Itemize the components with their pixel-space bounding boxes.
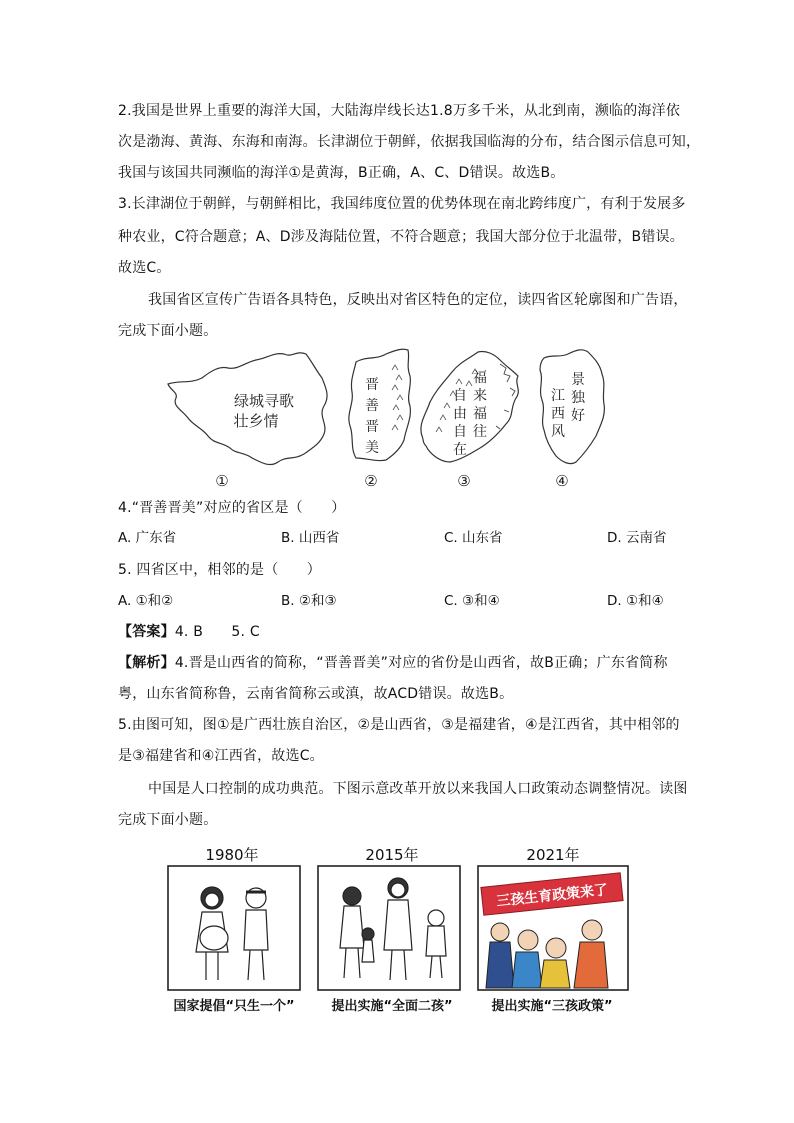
q4-option-c: C. 山东省	[444, 530, 503, 546]
intro1-line-2: 完成下面小题。	[118, 323, 218, 339]
map-shanxi-outline	[349, 349, 411, 460]
map2-slogan-char-2: 善	[365, 398, 379, 414]
map3-slogan-col2-char-1: 自	[453, 388, 467, 404]
policy-panel-1	[168, 866, 300, 990]
province-maps-figure	[160, 344, 630, 494]
map4-slogan-col2-char-1: 江	[551, 388, 565, 404]
policy-year-2021: 2021年	[526, 846, 580, 864]
q5-option-c: C. ③和④	[444, 593, 500, 609]
q3-line-1: 3.长津湖位于朝鲜，与朝鲜相比，我国纬度位置的优势体现在南北跨纬度广，有利于发展多	[118, 196, 686, 212]
map4-slogan-col1-char-1: 景	[571, 372, 585, 388]
analysis-line-1	[118, 653, 668, 673]
map2-slogan-char-3: 晋	[365, 419, 379, 435]
analysis-tag: 【解析】	[118, 655, 175, 671]
map3-slogan-col1-char-4: 往	[473, 424, 487, 440]
answer-line	[118, 622, 260, 642]
map2-slogan-char-1: 晋	[365, 377, 379, 393]
map-fujian-outline	[421, 351, 518, 462]
map-label-1: ①	[215, 472, 229, 490]
intro2-line-1: 中国是人口控制的成功典范。下图示意改革开放以来我国人口政策动态调整情况。读图	[148, 781, 688, 797]
q4-option-d: D. 云南省	[607, 530, 667, 546]
policy-caption-1: 国家提倡“只生一个”	[173, 999, 295, 1014]
q5-option-d: D. ①和④	[607, 593, 664, 609]
q4-option-b: B. 山西省	[281, 530, 340, 546]
panel3-banner-text: 三孩生育政策来了	[495, 882, 609, 910]
map3-slogan-col1-char-1: 福	[473, 370, 487, 386]
map4-slogan-col1-char-2: 独	[571, 390, 585, 406]
q2-line-3: 我国与该国共同濒临的海洋①是黄海，B正确，A、C、D错误。故选B。	[118, 165, 565, 181]
analysis-text-1: 4.晋是山西省的简称，“晋善晋美”对应的省份是山西省，故B正确；广东省简称	[174, 655, 668, 671]
policy-year-1980: 1980年	[205, 846, 259, 864]
policy-year-2015: 2015年	[365, 846, 419, 864]
analysis-line-2: 粤，山东省简称鲁，云南省简称云或滇，故ACD错误。故选B。	[118, 686, 514, 702]
q5-option-b: B. ②和③	[281, 593, 337, 609]
map1-slogan-line-2: 壮乡情	[233, 412, 279, 430]
map3-slogan-col1-char-2: 来	[473, 388, 487, 404]
policy-caption-2: 提出实施“全面二孩”	[331, 999, 453, 1014]
intro2-line-2: 完成下面小题。	[118, 812, 218, 828]
map-label-2: ②	[364, 472, 378, 490]
map4-slogan-col1-char-3: 好	[571, 408, 585, 424]
q5-option-a: A. ①和②	[118, 593, 174, 609]
analysis-line-4: 是③福建省和④江西省，故选C。	[118, 748, 324, 764]
q3-line-2: 种农业，C符合题意；A、D涉及海陆位置，不符合题意；我国大部分位于北温带，B错误。	[118, 229, 684, 245]
map4-slogan-col2-char-2: 西	[551, 406, 565, 422]
map3-slogan-col2-char-3: 自	[453, 424, 467, 440]
population-policy-figure	[160, 840, 640, 1020]
q4-stem: 4.“晋善晋美”对应的省区是（ ）	[118, 500, 346, 516]
answer-text: 4. B 5. C	[174, 624, 260, 640]
map2-slogan-char-4: 美	[365, 440, 379, 456]
intro1-line-1: 我国省区宣传广告语各具特色，反映出对省区特色的定位，读四省区轮廓图和广告语，	[148, 292, 688, 308]
q3-line-3: 故选C。	[118, 260, 171, 276]
map1-slogan-line-1: 绿城寻歌	[233, 392, 295, 410]
map-jiangxi-outline	[540, 350, 604, 464]
q2-line-1: 2.我国是世界上重要的海洋大国，大陆海岸线长达1.8万多千米，从北到南，濒临的海洋依	[118, 103, 681, 119]
map3-slogan-col1-char-3: 福	[473, 406, 487, 422]
policy-caption-3: 提出实施“三孩政策”	[491, 999, 613, 1014]
q5-stem: 5. 四省区中，相邻的是（ ）	[118, 562, 322, 578]
answer-tag: 【答案】	[118, 624, 175, 640]
q2-line-2: 次是渤海、黄海、东海和南海。长津湖位于朝鲜，依据我国临海的分布，结合图示信息可知，	[118, 134, 701, 150]
map-label-3: ③	[457, 472, 471, 490]
map-label-4: ④	[555, 472, 569, 490]
map3-slogan-col2-char-4: 在	[453, 442, 467, 458]
analysis-line-3: 5.由图可知，图①是广西壮族自治区，②是山西省，③是福建省，④是江西省，其中相邻的	[118, 717, 680, 733]
map3-slogan-col2-char-2: 由	[453, 406, 467, 422]
map4-slogan-col2-char-3: 风	[551, 424, 565, 440]
q4-option-a: A. 广东省	[118, 530, 177, 546]
